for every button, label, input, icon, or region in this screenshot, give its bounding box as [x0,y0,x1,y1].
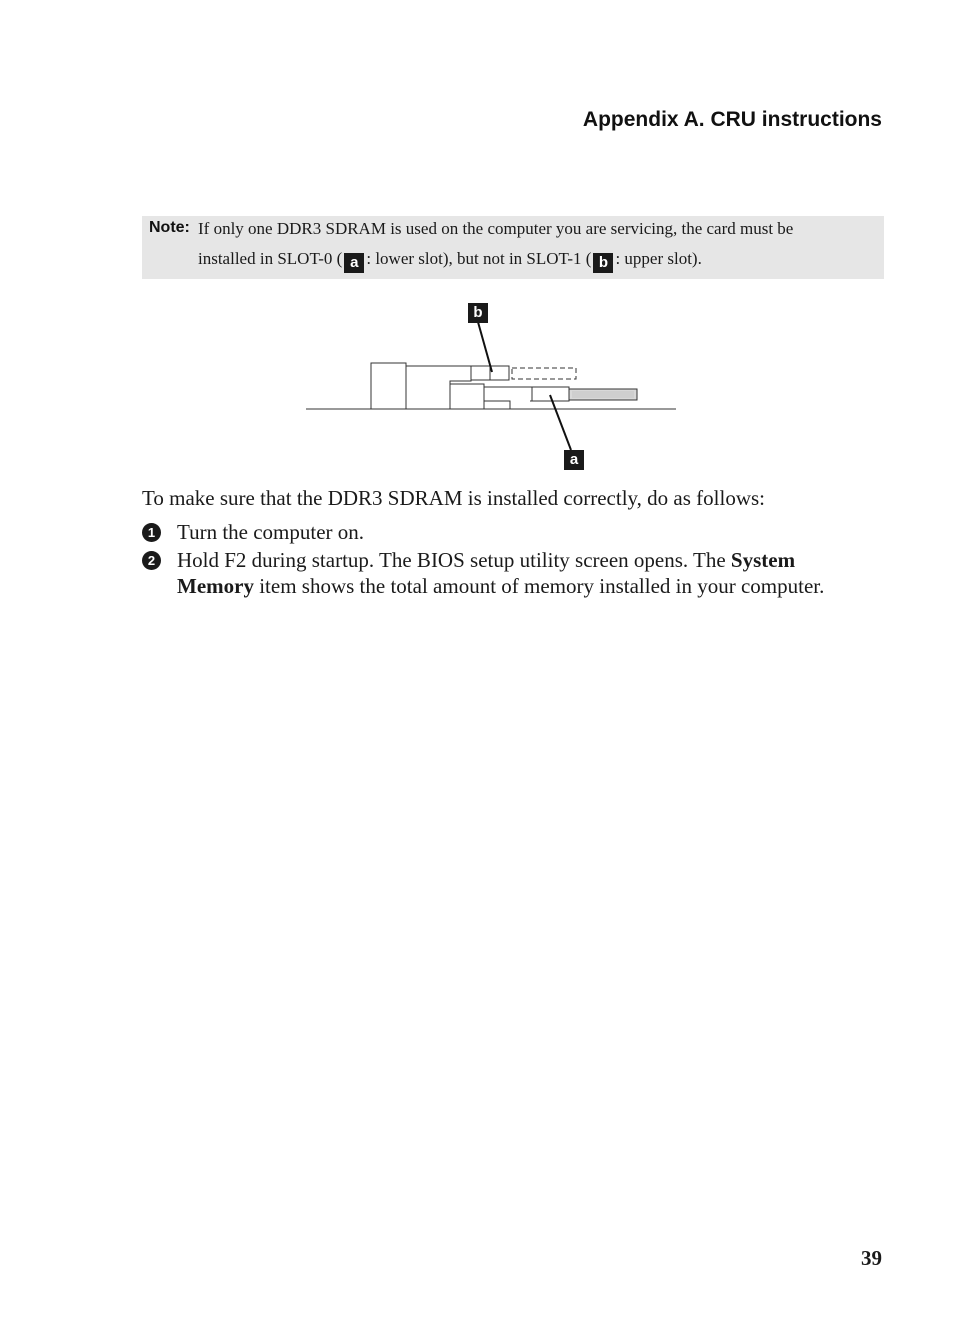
step-text-2 [177,547,867,599]
step-2-bold-term: System Memory [177,548,796,598]
lower-socket [450,384,484,409]
step-text-1: Turn the computer on. [177,520,365,544]
step-2-text-after: item shows the total amount of memory installed in your computer. [253,574,825,598]
slot-b-badge: b [593,253,613,273]
page-header-title: Appendix A. CRU instructions [582,108,882,131]
intro-paragraph: To make sure that the DDR3 SDRAM is installed correctly, do as follows: [142,486,765,510]
callout-a-badge: a [564,450,584,470]
callout-a-leader [550,395,571,450]
note-text-part1: installed in SLOT-0 ( [198,249,343,268]
callout-b-leader [478,322,492,372]
step-number-1: 1 [142,523,161,542]
memory-slot-diagram [300,300,690,475]
slot-a-badge: a [344,253,364,273]
note-text-part2: : lower slot), but not in SLOT-1 ( [366,249,592,268]
note-label: Note: [149,219,190,236]
note-text-line2 [198,249,702,273]
note-box [142,216,884,279]
callout-b-badge: b [468,303,488,323]
note-text-line1: If only one DDR3 SDRAM is used on the computer you are servicing, the card must be [198,219,794,238]
empty-upper-module [512,368,576,379]
note-text-part3: : upper slot). [615,249,702,268]
step-2-text-before: Hold F2 during startup. The BIOS setup utility screen opens. The [177,548,731,572]
memory-slot-illustration [300,300,690,475]
page-number: 39 [861,1246,882,1270]
step-number-2: 2 [142,551,161,570]
connector-block [371,363,406,409]
